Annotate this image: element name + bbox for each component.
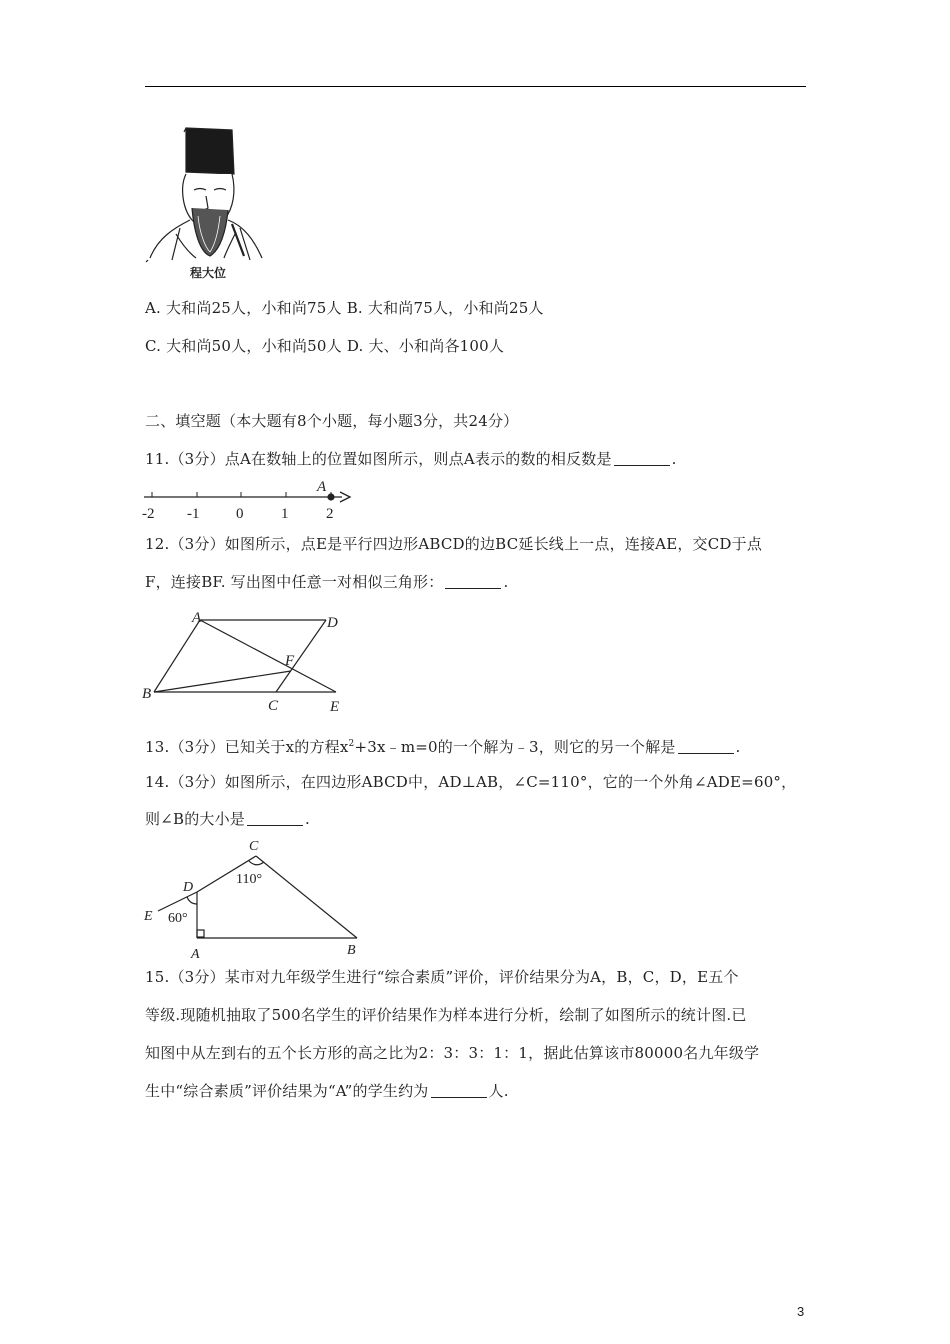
vertex-b-label: B (347, 943, 356, 958)
segment-cb (256, 856, 357, 938)
portrait-caption: 程大位 (190, 266, 227, 280)
section-heading: 二、填空题（本大题有8个小题，每小题3分，共24分） (145, 412, 519, 430)
q14-text-line2 (145, 809, 310, 829)
q10-options-line1: A. 大和尚25人，小和尚75人 B. 大和尚75人，小和尚25人 (145, 299, 544, 317)
vertex-a-label: A (191, 947, 200, 962)
q14-text-line1: 14.（3分）如图所示，在四边形ABCD中，AD⊥AB，∠C=110°，它的一个外角∠ADE=60°， (145, 773, 797, 791)
q13-stem: 13.（3分）已知关于x的方程x (145, 738, 349, 756)
q15-stem: 生中“综合素质”评价结果为“A”的学生约为 (145, 1082, 429, 1100)
q15-text-line3: 知图中从左到右的五个长方形的高之比为2：3：3：1：1，据此估算该市80000名九年级学 (145, 1044, 760, 1062)
q13-exponent: 2 (348, 739, 355, 749)
vertex-e-label: E (144, 909, 153, 924)
q11-text (145, 449, 677, 469)
q10-options-line2: C. 大和尚50人，小和尚50人 D. 大、小和尚各100人 (145, 337, 505, 355)
q11-end: . (671, 450, 677, 468)
right-angle-mark (197, 930, 204, 937)
angle-d-arc (187, 897, 197, 904)
portrait-figure (140, 124, 272, 280)
vertex-b-label: B (142, 686, 152, 702)
vertex-e-label: E (330, 699, 340, 715)
q13-stem-rest: +3x﹣m=0的一个解为﹣3，则它的另一个解是 (354, 738, 676, 756)
q14-answer-blank[interactable] (247, 811, 303, 826)
q15-end: 人. (488, 1082, 509, 1100)
segment-dc (276, 620, 326, 692)
tick-label: 0 (236, 506, 244, 522)
q14-quadrilateral-figure (140, 834, 370, 962)
q15-answer-blank[interactable] (431, 1083, 487, 1098)
page-number: 3 (797, 1304, 805, 1319)
q11-stem: 11.（3分）点A在数轴上的位置如图所示，则点A表示的数的相反数是 (145, 450, 612, 468)
tick-label: -2 (142, 506, 155, 522)
vertex-a-label: A (192, 610, 202, 626)
segment-ab (154, 620, 200, 692)
q11-answer-blank[interactable] (614, 451, 670, 466)
q12-text-line1: 12.（3分）如图所示，点E是平行四边形ABCD的边BC延长线上一点，连接AE，交CD于点 (145, 535, 763, 553)
q13-answer-blank[interactable] (678, 739, 734, 754)
vertex-d-label: D (183, 880, 194, 895)
vertex-f-label: F (285, 653, 295, 669)
q12-parallelogram-figure (140, 608, 370, 718)
angle-c-arc (249, 861, 264, 865)
q14-stem: 则∠B的大小是 (145, 810, 245, 828)
q12-answer-blank[interactable] (445, 574, 501, 589)
vertex-c-label: C (268, 698, 279, 714)
vertex-d-label: D (327, 615, 338, 631)
segment-ae (200, 620, 336, 692)
q12-end: . (503, 573, 509, 591)
angle-ade-value: 60° (168, 911, 188, 926)
point-a-label: A (317, 479, 327, 495)
vertex-c-label: C (249, 839, 259, 854)
tick-label: 1 (281, 506, 289, 522)
point-a-dot (327, 493, 334, 500)
q14-end: . (305, 810, 310, 828)
q11-number-line (140, 476, 360, 522)
tick-label: -1 (187, 506, 200, 522)
segment-bf (154, 671, 291, 692)
q13-text (145, 734, 741, 757)
tick-label: 2 (326, 506, 334, 522)
q15-text-line1: 15.（3分）某市对九年级学生进行“综合素质”评价，评价结果分为A，B，C，D，E五个 (145, 968, 739, 986)
header-rule (145, 86, 806, 87)
q15-text-line4 (145, 1081, 509, 1101)
q12-stem: F，连接BF. 写出图中任意一对相似三角形： (145, 573, 444, 591)
q13-end: . (735, 738, 741, 756)
q15-text-line2: 等级.现随机抽取了500名学生的评价结果作为样本进行分析，绘制了如图所示的统计图.已 (145, 1006, 747, 1024)
q12-text-line2 (145, 572, 508, 592)
portrait-drawing (146, 128, 262, 262)
angle-c-value: 110° (236, 872, 263, 887)
